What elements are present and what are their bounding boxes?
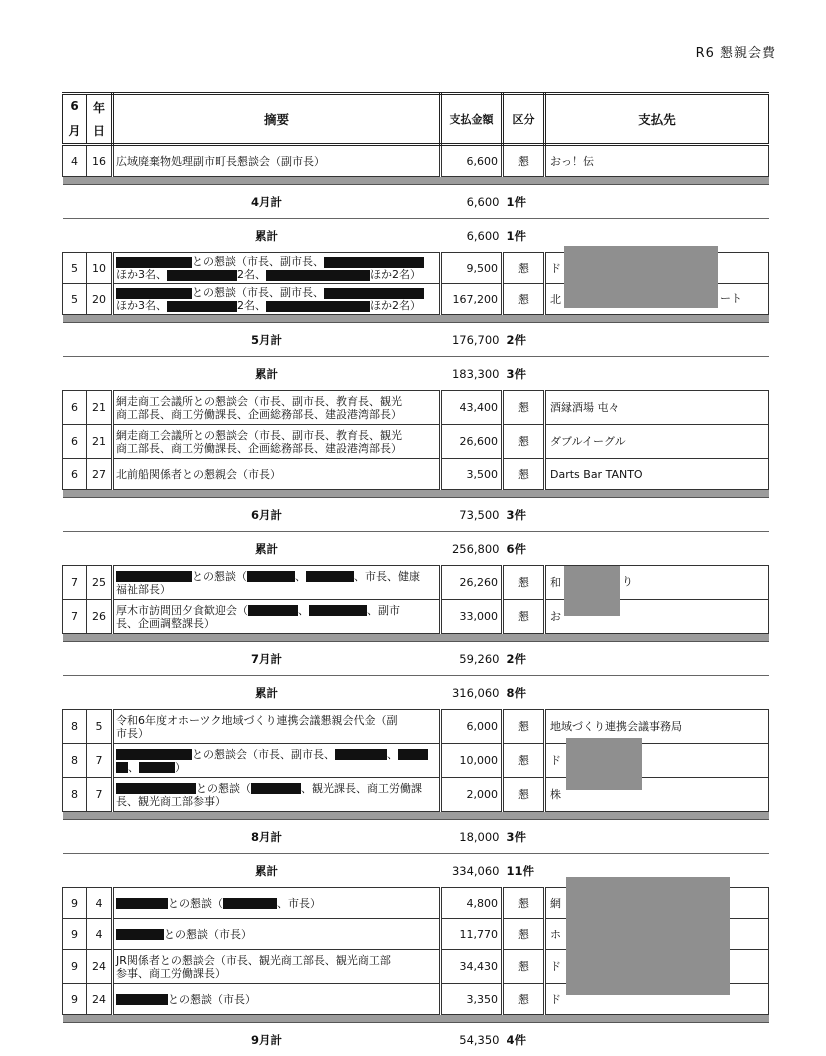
- month-total-amount: 176,700: [441, 323, 503, 357]
- redaction-mask: [566, 738, 642, 790]
- cell-summary: [113, 566, 441, 600]
- cell-month: 7: [63, 566, 87, 600]
- cell-day: 4: [87, 919, 113, 950]
- cell-category: 懇: [503, 425, 545, 459]
- redaction-bar: [266, 301, 370, 312]
- cumulative-amount: 183,300: [441, 357, 503, 391]
- summary-text: 、市長、健康: [354, 570, 420, 583]
- summary-text: ほか2名）: [370, 268, 421, 281]
- cell-summary: [113, 253, 441, 284]
- cell-payee: 株: [545, 778, 769, 812]
- cell-payee: お: [545, 600, 769, 634]
- table-row: [63, 425, 769, 459]
- cell-payee: 酒縁酒場 屯々: [545, 391, 769, 425]
- section-divider: [63, 490, 769, 498]
- cell-month: 5: [63, 284, 87, 315]
- redaction-bar: [324, 288, 424, 299]
- month-total-label: 4月計: [63, 185, 441, 219]
- cell-day: 10: [87, 253, 113, 284]
- month-total-label: 9月計: [63, 1023, 441, 1056]
- cell-amount: 33,000: [441, 600, 503, 634]
- cumulative-label: 累計: [63, 854, 441, 888]
- cell-amount: 9,500: [441, 253, 503, 284]
- cell-payee: おっ！伝: [545, 145, 769, 177]
- cell-month: 4: [63, 145, 87, 177]
- header-category: 区分: [503, 94, 545, 145]
- cell-summary: [113, 984, 441, 1015]
- month-total-amount: 18,000: [441, 820, 503, 854]
- cell-day: 16: [87, 145, 113, 177]
- table-row: [63, 778, 769, 812]
- summary-text: 2名、: [237, 299, 266, 312]
- cumulative-amount: 334,060: [441, 854, 503, 888]
- cell-category: 懇: [503, 600, 545, 634]
- cell-amount: 167,200: [441, 284, 503, 315]
- cumulative-row: [63, 676, 769, 710]
- month-total-count: 3件: [503, 820, 545, 854]
- cell-category: 懇: [503, 145, 545, 177]
- month-total-row: [63, 820, 769, 854]
- redaction-mask: [566, 877, 730, 995]
- redaction-mask: [564, 566, 620, 616]
- cell-day: 21: [87, 391, 113, 425]
- summary-text: ほか2名）: [370, 299, 421, 312]
- cell-month: 6: [63, 391, 87, 425]
- summary-text: との懇談（: [192, 570, 247, 583]
- month-total-count: 2件: [503, 642, 545, 676]
- cumulative-count: 11件: [503, 854, 545, 888]
- cell-month: 9: [63, 888, 87, 919]
- cell-summary: [113, 778, 441, 812]
- header-year-label: 年: [87, 99, 111, 116]
- payee-text: ート: [720, 292, 742, 305]
- month-total-row: [63, 642, 769, 676]
- section-divider: [63, 812, 769, 820]
- month-total-label: 7月計: [63, 642, 441, 676]
- table-row: [63, 710, 769, 744]
- summary-text: 、: [128, 761, 139, 774]
- redaction-bar: [248, 605, 298, 616]
- redaction-bar: [139, 762, 175, 773]
- cell-month: 9: [63, 950, 87, 984]
- cell-amount: 4,800: [441, 888, 503, 919]
- cell-month: 8: [63, 778, 87, 812]
- month-total-amount: 6,600: [441, 185, 503, 219]
- cumulative-count: 8件: [503, 676, 545, 710]
- cell-day: 7: [87, 744, 113, 778]
- cell-day: 25: [87, 566, 113, 600]
- cell-summary: [113, 284, 441, 315]
- cell-summary: [113, 425, 441, 459]
- redaction-bar: [116, 783, 196, 794]
- summary-text: 2名、: [237, 268, 266, 281]
- month-total-count: 4件: [503, 1023, 545, 1056]
- cell-payee: ド: [545, 984, 769, 1015]
- month-total-row: [63, 185, 769, 219]
- cumulative-count: 3件: [503, 357, 545, 391]
- cumulative-amount: 316,060: [441, 676, 503, 710]
- redaction-bar: [167, 301, 237, 312]
- payee-text: 北: [550, 293, 561, 306]
- cell-payee: ド: [545, 950, 769, 984]
- header-month-label: 月: [63, 122, 86, 139]
- cell-month: 5: [63, 253, 87, 284]
- cell-amount: 34,430: [441, 950, 503, 984]
- cumulative-label: 累計: [63, 676, 441, 710]
- month-total-label: 6月計: [63, 498, 441, 532]
- summary-text: ほか3名、: [116, 268, 167, 281]
- cell-summary: 北前船関係者との懇親会（市長）: [113, 459, 441, 490]
- redaction-bar: [398, 749, 428, 760]
- summary-text: JR関係者との懇談会（市長、観光商工部長、観光商工部: [116, 954, 391, 967]
- cell-category: 懇: [503, 778, 545, 812]
- redaction-bar: [167, 270, 237, 281]
- section-divider: [63, 1015, 769, 1023]
- cell-category: 懇: [503, 950, 545, 984]
- cell-summary: [113, 950, 441, 984]
- section-divider: [63, 315, 769, 323]
- cumulative-row: [63, 532, 769, 566]
- summary-text: 商工部長、商工労働課長、企画総務部長、建設港湾部長）: [116, 408, 402, 421]
- cell-day: 20: [87, 284, 113, 315]
- summary-text: との懇談（市長）: [168, 993, 256, 1006]
- redaction-bar: [266, 270, 370, 281]
- redaction-bar: [247, 571, 295, 582]
- redaction-bar: [251, 783, 301, 794]
- summary-text: との懇談（市長、副市長、: [192, 286, 324, 299]
- cumulative-label: 累計: [63, 357, 441, 391]
- cell-summary: [113, 391, 441, 425]
- cell-day: 4: [87, 888, 113, 919]
- redaction-bar: [116, 571, 192, 582]
- summary-text: 、: [298, 604, 309, 617]
- cell-amount: 2,000: [441, 778, 503, 812]
- redaction-bar: [116, 929, 164, 940]
- cell-category: 懇: [503, 984, 545, 1015]
- month-total-row: [63, 498, 769, 532]
- redaction-bar: [324, 257, 424, 268]
- cell-payee: Darts Bar TANTO: [545, 459, 769, 490]
- header-month-number: 6: [63, 99, 86, 113]
- summary-text: 長、観光商工部参事）: [116, 795, 226, 808]
- month-total-amount: 54,350: [441, 1023, 503, 1056]
- month-total-row: [63, 323, 769, 357]
- cumulative-amount: 6,600: [441, 219, 503, 253]
- cell-category: 懇: [503, 744, 545, 778]
- summary-text: 、: [295, 570, 306, 583]
- table-row: [63, 600, 769, 634]
- month-total-amount: 73,500: [441, 498, 503, 532]
- summary-text: 網走商工会議所との懇談会（市長、副市長、教育長、観光: [116, 395, 402, 408]
- cell-payee: ド: [545, 744, 769, 778]
- summary-text: との懇談（市長）: [164, 928, 252, 941]
- cell-amount: 43,400: [441, 391, 503, 425]
- redaction-bar: [116, 749, 192, 760]
- cell-payee: ダブルイーグル: [545, 425, 769, 459]
- cell-day: 7: [87, 778, 113, 812]
- header-day: [87, 94, 113, 145]
- page-tag: R6 懇親会費: [696, 42, 776, 61]
- redaction-bar: [116, 288, 192, 299]
- cell-payee: ホ: [545, 919, 769, 950]
- header-amount: 支払金額: [441, 94, 503, 145]
- table-row: [63, 744, 769, 778]
- cell-category: 懇: [503, 710, 545, 744]
- cell-category: 懇: [503, 888, 545, 919]
- summary-text: 、観光課長、商工労働課: [301, 782, 422, 795]
- month-total-label: 8月計: [63, 820, 441, 854]
- redaction-mask: [564, 246, 718, 308]
- cumulative-label: 累計: [63, 532, 441, 566]
- summary-text: ほか3名、: [116, 299, 167, 312]
- summary-text: 厚木市訪問団夕食歓迎会（: [116, 604, 248, 617]
- header-day-label: 日: [87, 122, 111, 139]
- summary-text: 、副市: [367, 604, 400, 617]
- cell-amount: 26,600: [441, 425, 503, 459]
- redaction-bar: [116, 257, 192, 268]
- section-divider: [63, 177, 769, 185]
- summary-text: 参事、商工労働課長）: [116, 967, 226, 980]
- cell-amount: 11,770: [441, 919, 503, 950]
- redaction-bar: [116, 762, 128, 773]
- cell-month: 6: [63, 425, 87, 459]
- cell-summary: [113, 744, 441, 778]
- section-divider: [63, 634, 769, 642]
- cell-month: 9: [63, 984, 87, 1015]
- cell-day: 24: [87, 984, 113, 1015]
- cell-day: 26: [87, 600, 113, 634]
- header-summary: 摘要: [113, 94, 441, 145]
- cumulative-row: [63, 357, 769, 391]
- cell-month: 6: [63, 459, 87, 490]
- month-total-row: [63, 1023, 769, 1056]
- redaction-bar: [116, 994, 168, 1005]
- cell-payee: 網: [545, 888, 769, 919]
- summary-text: 市長）: [116, 727, 149, 740]
- summary-text: 福祉部長）: [116, 583, 171, 596]
- header-payee: 支払先: [545, 94, 769, 145]
- table-row: [63, 145, 769, 177]
- cell-day: 27: [87, 459, 113, 490]
- redaction-bar: [335, 749, 387, 760]
- cell-amount: 10,000: [441, 744, 503, 778]
- cell-category: 懇: [503, 566, 545, 600]
- cell-payee: ド: [545, 253, 769, 284]
- cell-summary: [113, 710, 441, 744]
- cell-summary: [113, 919, 441, 950]
- cell-summary: 広域廃棄物処理副市町長懇談会（副市長）: [113, 145, 441, 177]
- cumulative-amount: 256,800: [441, 532, 503, 566]
- cell-summary: [113, 600, 441, 634]
- month-total-count: 3件: [503, 498, 545, 532]
- summary-text: 、: [387, 748, 398, 761]
- cell-category: 懇: [503, 253, 545, 284]
- cell-amount: 6,600: [441, 145, 503, 177]
- redaction-bar: [223, 898, 277, 909]
- cell-category: 懇: [503, 391, 545, 425]
- summary-text: との懇談（: [168, 897, 223, 910]
- cell-amount: 3,350: [441, 984, 503, 1015]
- summary-text: との懇談（: [196, 782, 251, 795]
- summary-text: 令和6年度オホーツク地域づくり連携会議懇親会代金（副: [116, 714, 397, 727]
- cell-amount: 6,000: [441, 710, 503, 744]
- cell-summary: [113, 888, 441, 919]
- cell-month: 9: [63, 919, 87, 950]
- table-row: [63, 459, 769, 490]
- cumulative-count: 1件: [503, 219, 545, 253]
- cell-category: 懇: [503, 919, 545, 950]
- cell-day: 5: [87, 710, 113, 744]
- summary-text: 商工部長、商工労働課長、企画総務部長、建設港湾部長）: [116, 442, 402, 455]
- month-total-amount: 59,260: [441, 642, 503, 676]
- payee-text: 和: [550, 576, 561, 589]
- redaction-bar: [306, 571, 354, 582]
- table-row: [63, 391, 769, 425]
- cumulative-count: 6件: [503, 532, 545, 566]
- summary-text: ）: [175, 761, 186, 774]
- cell-month: 8: [63, 710, 87, 744]
- redaction-bar: [309, 605, 367, 616]
- summary-text: 、市長）: [277, 897, 321, 910]
- summary-text: 長、企画調整課長）: [116, 617, 215, 630]
- cell-day: 21: [87, 425, 113, 459]
- summary-text: との懇談会（市長、副市長、: [192, 748, 335, 761]
- month-total-count: 2件: [503, 323, 545, 357]
- header-month: [63, 94, 87, 145]
- redaction-bar: [116, 898, 168, 909]
- month-total-count: 1件: [503, 185, 545, 219]
- cumulative-label: 累計: [63, 219, 441, 253]
- cell-category: 懇: [503, 284, 545, 315]
- cell-payee: 地域づくり連携会議事務局: [545, 710, 769, 744]
- cell-month: 8: [63, 744, 87, 778]
- table-row: [63, 566, 769, 600]
- cell-month: 7: [63, 600, 87, 634]
- cell-amount: 3,500: [441, 459, 503, 490]
- summary-text: 網走商工会議所との懇談会（市長、副市長、教育長、観光: [116, 429, 402, 442]
- month-total-label: 5月計: [63, 323, 441, 357]
- cell-day: 24: [87, 950, 113, 984]
- cell-category: 懇: [503, 459, 545, 490]
- summary-text: との懇談（市長、副市長、: [192, 255, 324, 268]
- cell-amount: 26,260: [441, 566, 503, 600]
- header-row: [63, 94, 769, 145]
- payee-text: り: [622, 575, 633, 588]
